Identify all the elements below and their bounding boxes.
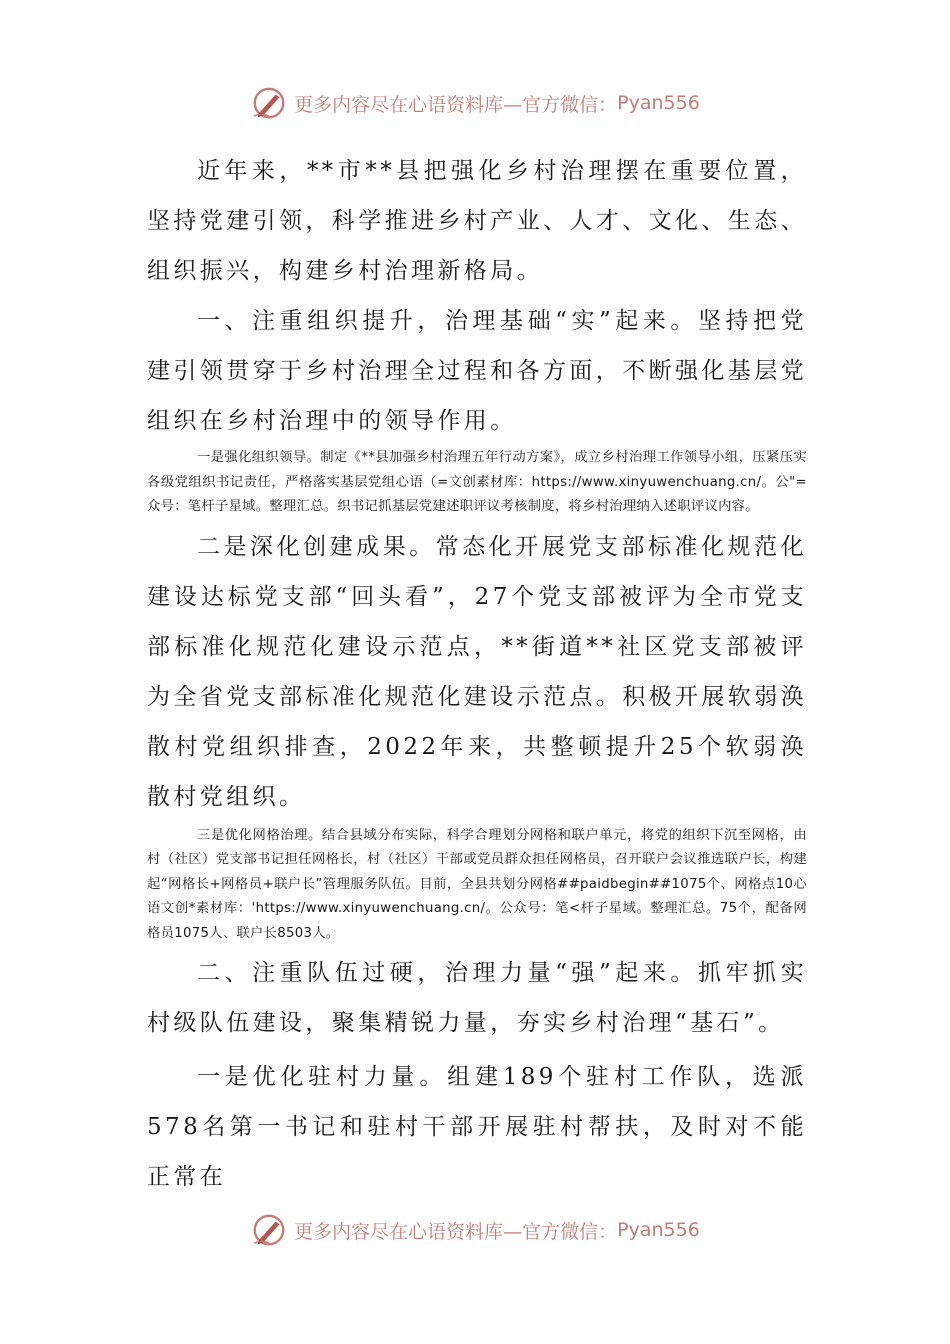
banner-text: 更多内容尽在心语资料库—官方微信： <box>294 1220 618 1243</box>
pen-logo-icon <box>250 1211 288 1249</box>
paragraph-village-forces: 一是优化驻村力量。组建189个驻村工作队，选派578名第一书记和驻村干部开展驻村帮扶，及时对不能正常在 <box>147 1064 807 1190</box>
header-banner <box>0 79 950 127</box>
paragraph-intro: 近年来，**市**县把强化乡村治理摆在重要位置，坚持党建引领，科学推进乡村产业、人才、文化、生态、组织振兴，构建乡村治理新格局。 <box>147 158 807 284</box>
pen-logo-icon <box>250 84 288 122</box>
banner-wechat-id: Pyan556 <box>617 1219 700 1241</box>
footer-banner <box>0 1206 950 1254</box>
paragraph-deepen-results: 二是深化创建成果。常态化开展党支部标准化规范化建设达标党支部“回头看”，27个党支部被评为全市党支部标准化规范化建设示范点，**街道**社区党支部被评为全省党支部标准化规范化建设示范点。积极开展软弱涣散村党组织排查，2022年来，共整顿提升25个软弱涣散村党组织。 <box>147 533 807 810</box>
banner-text: 更多内容尽在心语资料库—官方微信： <box>294 93 618 116</box>
paragraph-section-2-heading: 二、注重队伍过硬，治理力量“强”起来。抓牢抓实村级队伍建设，聚集精锐力量，夯实乡村治理“基石”。 <box>147 960 807 1036</box>
paragraph-grid-governance: 三是优化网格治理。结合县域分布实际，科学合理划分网格和联户单元，将党的组织下沉至网格，由村（社区）党支部书记担任网格长，村（社区）干部或党员群众担任网格员，召开联户会议推选联户长，构建起“网格长+网格员+联户长”管理服务队伍。目前，全县共划分网格##paidbegin##1075个、网格点10心语文创*素材库：'https://www.xinyuwenchuang.cn/。公众号：笔<杆子星域。整理汇总。75个，配备网格员1075人、联户长8503人。 <box>147 827 807 941</box>
paragraph-org-leadership: 一是强化组织领导。制定《**县加强乡村治理五年行动方案》，成立乡村治理工作领导小组，压紧压实各级党组织书记责任，严格落实基层党组心语（=文创素材库：https://www.xinyuwenchuang.cn/。公"=众号：笔杆子星域。整理汇总。织书记抓基层党建述职评议考核制度，将乡村治理纳入述职评议内容。 <box>147 450 807 514</box>
document-body <box>147 146 807 1202</box>
banner-wechat-id: Pyan556 <box>617 92 700 114</box>
paragraph-section-1-heading: 一、注重组织提升，治理基础“实”起来。坚持把党建引领贯穿于乡村治理全过程和各方面，不断强化基层党组织在乡村治理中的领导作用。 <box>147 308 807 434</box>
